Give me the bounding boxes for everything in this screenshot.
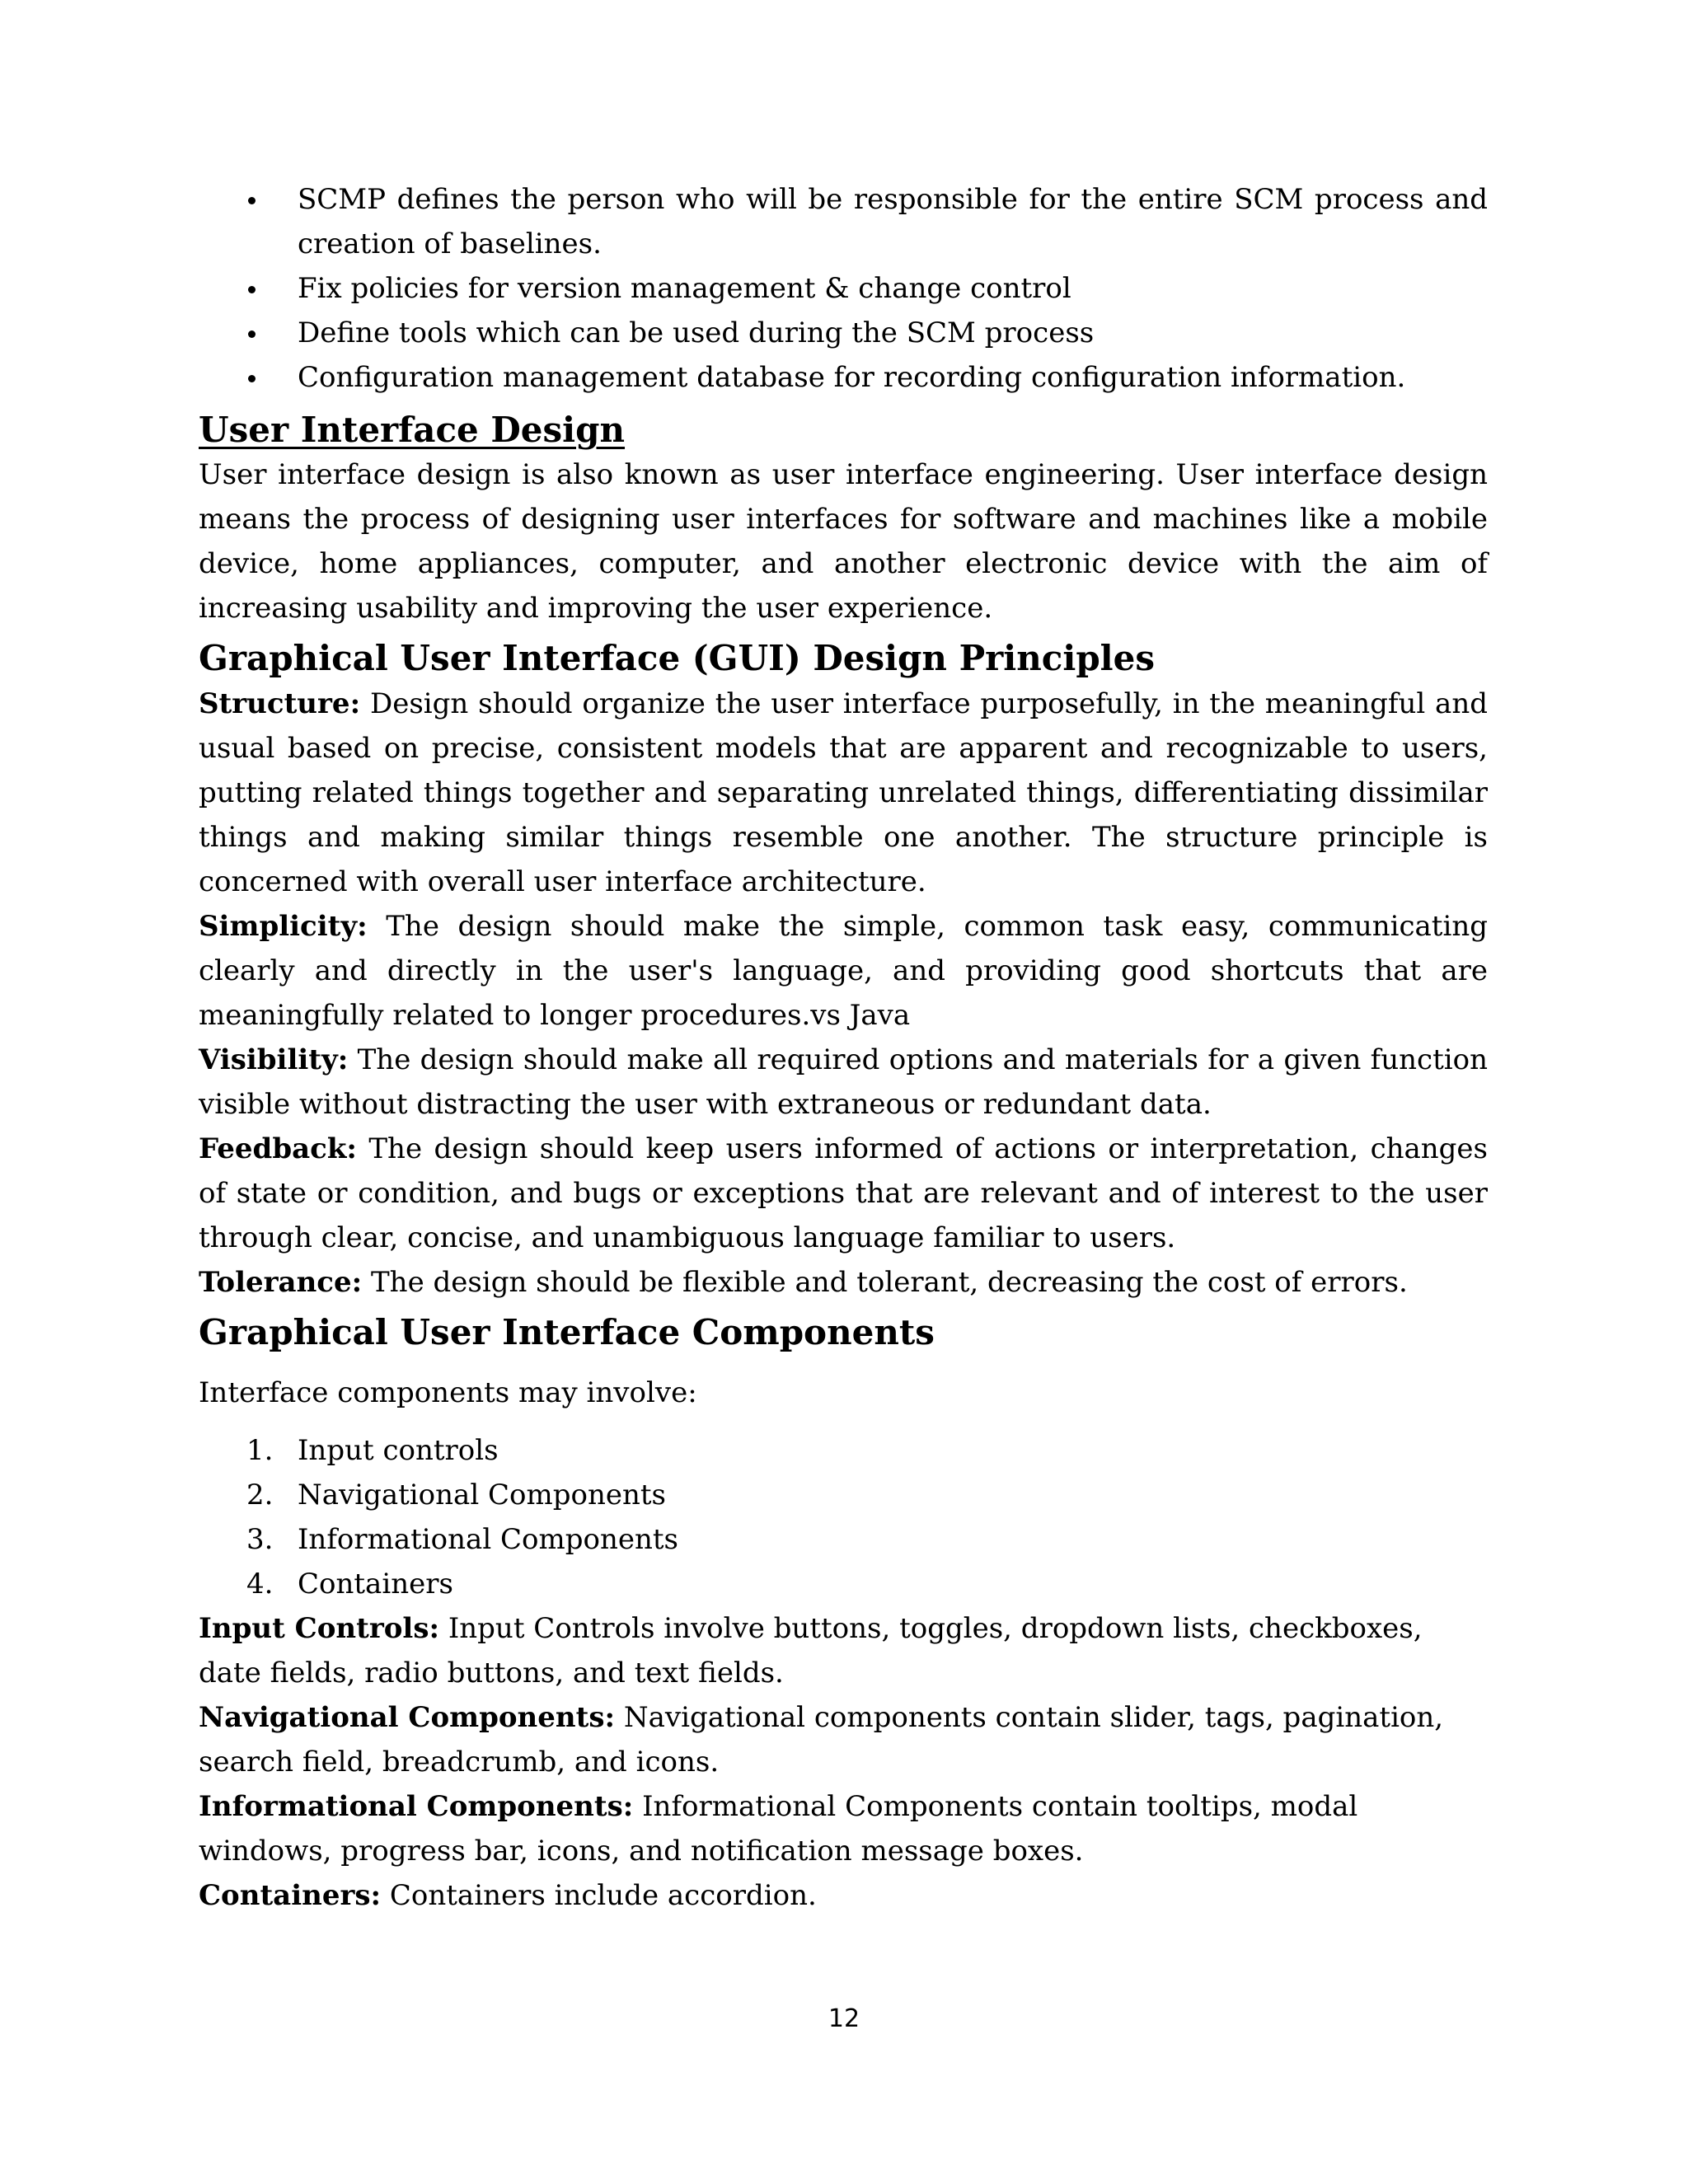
page-number: 12 xyxy=(828,2004,860,2033)
uid-heading: User Interface Design xyxy=(199,410,626,450)
bullet-item: SCMP defines the person who will be responsible for the entire SCM process and creation of baselines. xyxy=(199,177,1488,266)
component-term: Containers: xyxy=(199,1879,382,1912)
principles-heading: Graphical User Interface (GUI) Design Principles xyxy=(199,638,1156,678)
components-heading: Graphical User Interface Components xyxy=(199,1312,935,1352)
list-item: 1. Input controls xyxy=(246,1434,499,1467)
bullet-dot-icon xyxy=(248,197,256,204)
principle-visibility: Visibility: The design should make all required options and materials for a given function visible without distracting the user with extraneous or redundant data. xyxy=(199,1043,1488,1121)
principle-structure: Structure: Design should organize the user interface purposefully, in the meaningful and usual based on precise, consistent models that are apparent and recognizable to users, putting related things together and separating unrelated things, differentiating dissimilar things and making similar things resemble one another. The structure principle is concerned with overall user interface architecture. xyxy=(199,687,1488,898)
component-containers: Containers: Containers include accordion. xyxy=(199,1879,817,1912)
scmp-bullet-list xyxy=(199,177,1488,400)
document-page xyxy=(199,177,1488,1918)
component-informational: Informational Components: Informational Components contain tooltips, modal windows, progress bar, icons, and notification message boxes. xyxy=(199,1790,1358,1868)
uid-paragraph: User interface design is also known as user interface engineering. User interface design means the process of designing user interfaces for software and machines like a mobile device, home appliances, computer, and another electronic device with the aim of increasing usability and improving the user experience. xyxy=(199,458,1488,625)
principle-term: Structure: xyxy=(199,687,361,720)
components-intro: Interface components may involve: xyxy=(199,1376,697,1409)
principle-simplicity: Simplicity: The design should make the simple, common task easy, communicating clearly and directly in the user's language, and providing good shortcuts that are meaningfully related to longer procedures.vs Java xyxy=(199,910,1489,1032)
components-numbered-list xyxy=(199,1428,1488,1606)
principle-tolerance: Tolerance: The design should be flexible and tolerant, decreasing the cost of errors. xyxy=(199,1266,1408,1299)
principle-term: Feedback: xyxy=(199,1132,357,1165)
bullet-dot-icon xyxy=(248,286,256,293)
component-input-controls: Input Controls: Input Controls involve buttons, toggles, dropdown lists, checkboxes, date fields, radio buttons, and text fields. xyxy=(199,1612,1423,1690)
bullet-item: Fix policies for version management & change control xyxy=(199,266,1488,311)
principle-feedback: Feedback: The design should keep users informed of actions or interpretation, changes of state or condition, and bugs or exceptions that are relevant and of interest to the user through clear, concise, and unambiguous language familiar to users. xyxy=(199,1132,1489,1254)
bullet-dot-icon xyxy=(248,375,256,382)
bullet-item: Configuration management database for recording configuration information. xyxy=(199,355,1488,400)
principle-term: Tolerance: xyxy=(199,1266,363,1299)
principle-term: Visibility: xyxy=(199,1043,349,1076)
component-term: Informational Components: xyxy=(199,1790,634,1823)
component-navigational: Navigational Components: Navigational components contain slider, tags, pagination, search field, breadcrumb, and icons. xyxy=(199,1701,1444,1779)
bullet-dot-icon xyxy=(248,330,256,338)
list-item: 2. Navigational Components xyxy=(246,1479,666,1511)
list-item: 3. Informational Components xyxy=(246,1523,678,1556)
component-term: Navigational Components: xyxy=(199,1701,616,1734)
bullet-item: Define tools which can be used during the SCM process xyxy=(199,311,1488,355)
component-term: Input Controls: xyxy=(199,1612,440,1645)
principle-term: Simplicity: xyxy=(199,910,368,943)
list-item: 4. Containers xyxy=(246,1568,453,1601)
